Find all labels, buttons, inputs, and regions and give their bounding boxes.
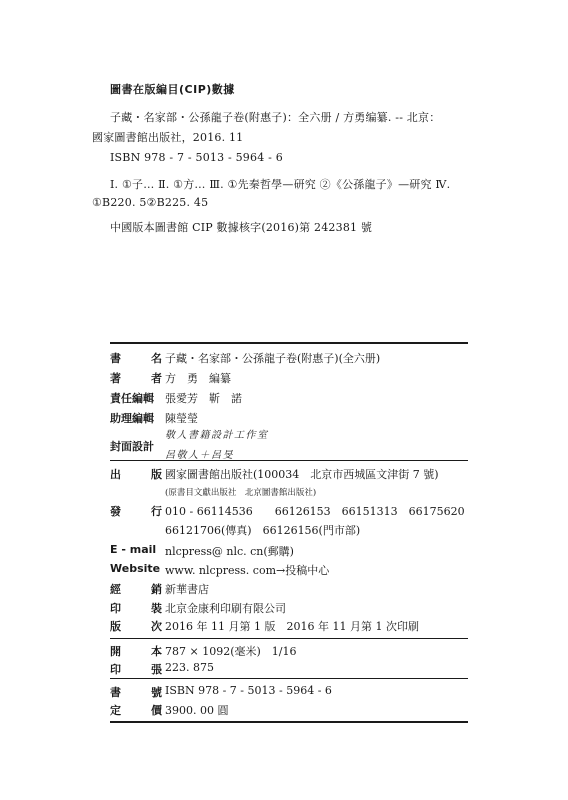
label-sheets: 印 張 bbox=[110, 663, 162, 676]
value-assistant-editor: 陳瑩瑩 bbox=[165, 412, 198, 425]
value-author: 方 勇 編纂 bbox=[165, 372, 231, 385]
cip-line-3: ISBN 978 - 7 - 5013 - 5964 - 6 bbox=[110, 151, 283, 164]
value-printer: 北京金康利印刷有限公司 bbox=[165, 602, 286, 615]
label-book: 書 名 bbox=[110, 352, 162, 365]
cip-line-4: Ⅰ. ①子… Ⅱ. ①方… Ⅲ. ①先秦哲學—研究 ②《公孫龍子》—研究 Ⅳ. bbox=[110, 178, 451, 191]
rule-after-cover bbox=[110, 460, 468, 461]
label-edition: 版 次 bbox=[110, 620, 162, 633]
rule-after-edition bbox=[110, 638, 468, 639]
value-edition: 2016 年 11 月第 1 版 2016 年 11 月第 1 次印刷 bbox=[165, 620, 419, 633]
value-email: nlcpress@ nlc. cn(郵購) bbox=[165, 545, 294, 558]
rule-bottom bbox=[110, 721, 468, 723]
cip-title: 圖書在版編目(CIP)數據 bbox=[110, 83, 235, 96]
label-dealer: 經 銷 bbox=[110, 583, 162, 596]
label-publisher: 出 版 bbox=[110, 468, 162, 481]
value-cover-design-names: 呂敬人＋呂旻 bbox=[165, 450, 234, 461]
value-dealer: 新華書店 bbox=[165, 583, 209, 596]
cip-line-2: 國家圖書館出版社，2016. 11 bbox=[92, 131, 244, 144]
label-assistant-editor: 助理編輯 bbox=[110, 412, 154, 425]
value-sheets: 223. 875 bbox=[165, 661, 214, 674]
value-publisher-note: (原書目文獻出版社 北京圖書館出版社) bbox=[165, 488, 317, 498]
value-publisher: 國家圖書館出版社(100034 北京市西城區文津街 7 號) bbox=[165, 468, 439, 481]
label-author: 著 者 bbox=[110, 372, 162, 385]
value-editor: 張愛芳 靳 諾 bbox=[165, 392, 242, 405]
value-distribution-phones: 010 - 66114536 66126153 66151313 66175620 bbox=[165, 505, 465, 518]
label-editor: 責任編輯 bbox=[110, 392, 154, 405]
label-website: Website bbox=[110, 562, 161, 575]
label-distribution: 發 行 bbox=[110, 505, 162, 518]
label-email: E - mail bbox=[110, 543, 157, 556]
value-book: 子藏・名家部・公孫龍子卷(附惠子)(全六册) bbox=[165, 352, 381, 365]
label-price: 定 價 bbox=[110, 704, 162, 717]
value-isbn: ISBN 978 - 7 - 5013 - 5964 - 6 bbox=[165, 684, 332, 697]
value-website: www. nlcpress. com→投稿中心 bbox=[165, 564, 330, 577]
label-printer: 印 裝 bbox=[110, 602, 162, 615]
cip-line-5: ①B220. 5②B225. 45 bbox=[92, 196, 209, 209]
rule-top bbox=[110, 342, 468, 344]
cip-line-1: 子藏・名家部・公孫龍子卷(附惠子)：全六册 / 方勇编纂. -- 北京： bbox=[110, 111, 441, 124]
value-format: 787 × 1092(毫米) 1/16 bbox=[165, 645, 297, 658]
label-isbn: 書 號 bbox=[110, 686, 162, 699]
label-format: 開 本 bbox=[110, 645, 162, 658]
label-cover-design: 封面設計 bbox=[110, 440, 154, 453]
value-distribution-fax: 66121706(傳真) 66126156(門市部) bbox=[165, 524, 361, 537]
rule-after-sheets bbox=[110, 678, 468, 679]
cip-line-6: 中國版本圖書館 CIP 數據核字(2016)第 242381 號 bbox=[110, 221, 373, 234]
value-cover-design-studio: 敬人書籍設計工作室 bbox=[165, 430, 269, 441]
value-price: 3900. 00 圓 bbox=[165, 704, 229, 717]
